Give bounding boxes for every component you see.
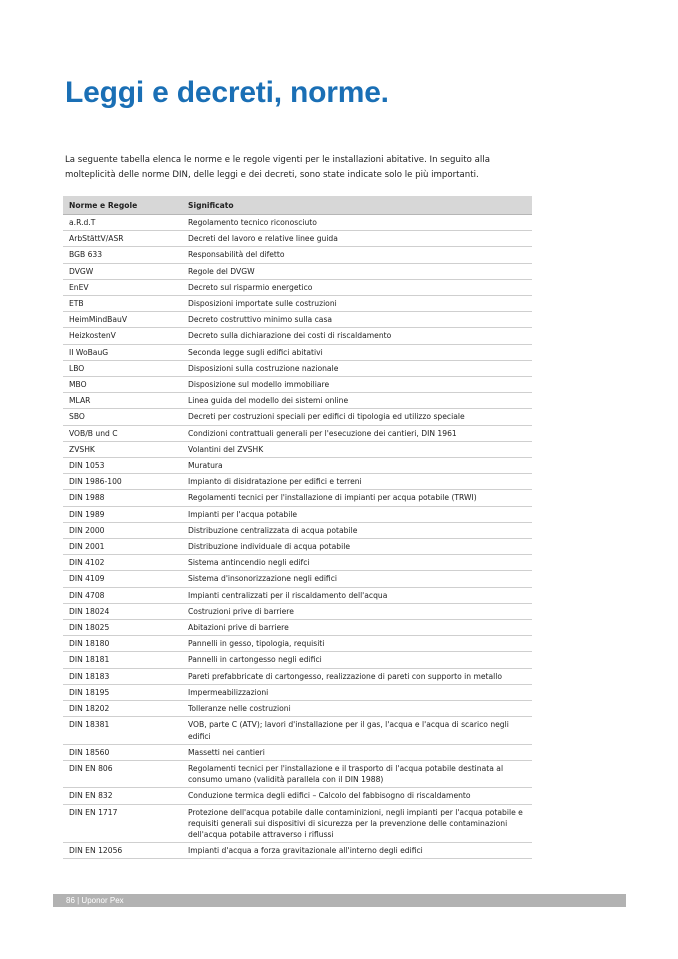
table-header-row [63, 196, 532, 215]
table-row [63, 409, 532, 425]
table-row [63, 328, 532, 344]
table-row [63, 247, 532, 263]
table-body [63, 215, 532, 859]
norm-code-cell: DIN 18202 [63, 701, 182, 717]
norm-meaning-cell: Tolleranze nelle costruzioni [182, 701, 532, 717]
norm-meaning-cell: Regolamento tecnico riconosciuto [182, 215, 532, 231]
table-row [63, 312, 532, 328]
norm-meaning-cell: Condizioni contrattuali generali per l'esecuzione dei cantieri, DIN 1961 [182, 425, 532, 441]
norm-code-cell: HeizkostenV [63, 328, 182, 344]
norm-meaning-cell: Disposizioni sulla costruzione nazionale [182, 360, 532, 376]
norm-code-cell: DIN EN 12056 [63, 843, 182, 859]
table-row [63, 620, 532, 636]
norm-meaning-cell: Decreti per costruzioni speciali per edifici di tipologia ed utilizzo speciale [182, 409, 532, 425]
norm-code-cell: DIN 4708 [63, 587, 182, 603]
norm-code-cell: VOB/B und C [63, 425, 182, 441]
table-row [63, 684, 532, 700]
norm-code-cell: HeimMindBauV [63, 312, 182, 328]
norm-meaning-cell: Decreti del lavoro e relative linee guida [182, 231, 532, 247]
norm-code-cell: DIN 18195 [63, 684, 182, 700]
norm-meaning-cell: Disposizioni importate sulle costruzioni [182, 296, 532, 312]
norm-code-cell: DIN 18560 [63, 744, 182, 760]
column-header-norms: Norme e Regole [63, 196, 182, 215]
norm-code-cell: DIN 1986-100 [63, 474, 182, 490]
norm-code-cell: a.R.d.T [63, 215, 182, 231]
norm-code-cell: DVGW [63, 263, 182, 279]
table-row [63, 263, 532, 279]
norm-code-cell: DIN 18183 [63, 668, 182, 684]
table-row [63, 296, 532, 312]
table-row [63, 636, 532, 652]
table-row [63, 231, 532, 247]
table-row [63, 506, 532, 522]
norm-code-cell: DIN 1053 [63, 458, 182, 474]
page-title: Leggi e decreti, norme. [65, 76, 389, 109]
page-footer [53, 894, 626, 907]
table-row [63, 215, 532, 231]
norm-meaning-cell: Decreto sul risparmio energetico [182, 279, 532, 295]
table-row [63, 843, 532, 859]
norm-code-cell: DIN EN 1717 [63, 804, 182, 843]
norm-meaning-cell: Regolamenti tecnici per l'installazione e il trasporto di l'acqua potabile destinata al consumo umano (validità parallela con il DIN 1988) [182, 760, 532, 787]
norm-code-cell: II WoBauG [63, 344, 182, 360]
table-row [63, 425, 532, 441]
table-row [63, 603, 532, 619]
norm-meaning-cell: Responsabilità del difetto [182, 247, 532, 263]
norm-code-cell: DIN EN 806 [63, 760, 182, 787]
table-row [63, 393, 532, 409]
norm-meaning-cell: Decreto sulla dichiarazione dei costi di riscaldamento [182, 328, 532, 344]
table-row [63, 360, 532, 376]
norm-code-cell: DIN 2001 [63, 539, 182, 555]
intro-paragraph: La seguente tabella elenca le norme e le regole vigenti per le installazioni abitative. In seguito alla molteplicità delle norme DIN, delle leggi e dei decreti, sono state indicate solo le più importanti. [65, 155, 490, 180]
table-row [63, 788, 532, 804]
norm-meaning-cell: Sistema d'insonorizzazione negli edifici [182, 571, 532, 587]
norm-meaning-cell: Protezione dell'acqua potabile dalle contaminizioni, negli impianti per l'acqua potabile e requisiti generali sui dispositivi di sicurezza per la prevenzione delle contaminazioni dell'acqua potabile attraverso i riflussi [182, 804, 532, 843]
norm-meaning-cell: Impianti centralizzati per il riscaldamento dell'acqua [182, 587, 532, 603]
norm-meaning-cell: Impermeabilizzazioni [182, 684, 532, 700]
norm-code-cell: DIN 18024 [63, 603, 182, 619]
table-row [63, 279, 532, 295]
table-row [63, 458, 532, 474]
norm-meaning-cell: Sistema antincendio negli edifci [182, 555, 532, 571]
norm-code-cell: DIN 4102 [63, 555, 182, 571]
norm-meaning-cell: Pannelli in cartongesso negli edifici [182, 652, 532, 668]
footer-page-label: 86 | Uponor Pex [66, 896, 124, 905]
norm-code-cell: DIN 1988 [63, 490, 182, 506]
column-header-meaning: Significato [182, 196, 532, 215]
norm-meaning-cell: Linea guida del modello dei sistemi online [182, 393, 532, 409]
norm-code-cell: DIN 1989 [63, 506, 182, 522]
table-row [63, 490, 532, 506]
table-row [63, 760, 532, 787]
norm-code-cell: DIN 4109 [63, 571, 182, 587]
table-row [63, 701, 532, 717]
norm-meaning-cell: Conduzione termica degli edifici – Calcolo del fabbisogno di riscaldamento [182, 788, 532, 804]
norm-meaning-cell: Massetti nei cantieri [182, 744, 532, 760]
norm-code-cell: DIN 2000 [63, 522, 182, 538]
norm-meaning-cell: Distribuzione individuale di acqua potabile [182, 539, 532, 555]
norm-code-cell: MBO [63, 377, 182, 393]
table-row [63, 377, 532, 393]
norm-meaning-cell: Pannelli in gesso, tipologia, requisiti [182, 636, 532, 652]
norm-meaning-cell: VOB, parte C (ATV); lavori d'installazione per il gas, l'acqua e l'acqua di scarico negli edifici [182, 717, 532, 744]
table-row [63, 344, 532, 360]
norm-code-cell: DIN 18381 [63, 717, 182, 744]
table-row [63, 539, 532, 555]
table-row [63, 474, 532, 490]
norm-meaning-cell: Regolamenti tecnici per l'installazione di impianti per acqua potabile (TRWI) [182, 490, 532, 506]
table-row [63, 555, 532, 571]
norm-code-cell: MLAR [63, 393, 182, 409]
norm-code-cell: ArbStättV/ASR [63, 231, 182, 247]
norm-code-cell: ETB [63, 296, 182, 312]
table-row [63, 804, 532, 843]
norm-meaning-cell: Disposizione sul modello immobiliare [182, 377, 532, 393]
norm-code-cell: DIN 18180 [63, 636, 182, 652]
norm-code-cell: DIN 18181 [63, 652, 182, 668]
norm-meaning-cell: Costruzioni prive di barriere [182, 603, 532, 619]
table-row [63, 668, 532, 684]
norm-meaning-cell: Muratura [182, 458, 532, 474]
table-row [63, 522, 532, 538]
norm-meaning-cell: Seconda legge sugli edifici abitativi [182, 344, 532, 360]
norm-meaning-cell: Volantini del ZVSHK [182, 441, 532, 457]
norm-meaning-cell: Abitazioni prive di barriere [182, 620, 532, 636]
norm-code-cell: DIN EN 832 [63, 788, 182, 804]
norm-meaning-cell: Impianti d'acqua a forza gravitazionale all'interno degli edifici [182, 843, 532, 859]
norm-code-cell: SBO [63, 409, 182, 425]
norm-meaning-cell: Decreto costruttivo minimo sulla casa [182, 312, 532, 328]
norm-meaning-cell: Pareti prefabbricate di cartongesso, realizzazione di pareti con supporto in metallo [182, 668, 532, 684]
table-row [63, 744, 532, 760]
table-row [63, 571, 532, 587]
table-row [63, 652, 532, 668]
norm-code-cell: EnEV [63, 279, 182, 295]
norm-meaning-cell: Distribuzione centralizzata di acqua potabile [182, 522, 532, 538]
norm-code-cell: LBO [63, 360, 182, 376]
norm-code-cell: BGB 633 [63, 247, 182, 263]
norm-code-cell: DIN 18025 [63, 620, 182, 636]
table-row [63, 587, 532, 603]
norm-code-cell: ZVSHK [63, 441, 182, 457]
norm-meaning-cell: Impianto di disidratazione per edifici e terreni [182, 474, 532, 490]
table-row [63, 441, 532, 457]
table-row [63, 717, 532, 744]
norm-meaning-cell: Regole del DVGW [182, 263, 532, 279]
norm-meaning-cell: Impianti per l'acqua potabile [182, 506, 532, 522]
norms-table [63, 196, 532, 859]
